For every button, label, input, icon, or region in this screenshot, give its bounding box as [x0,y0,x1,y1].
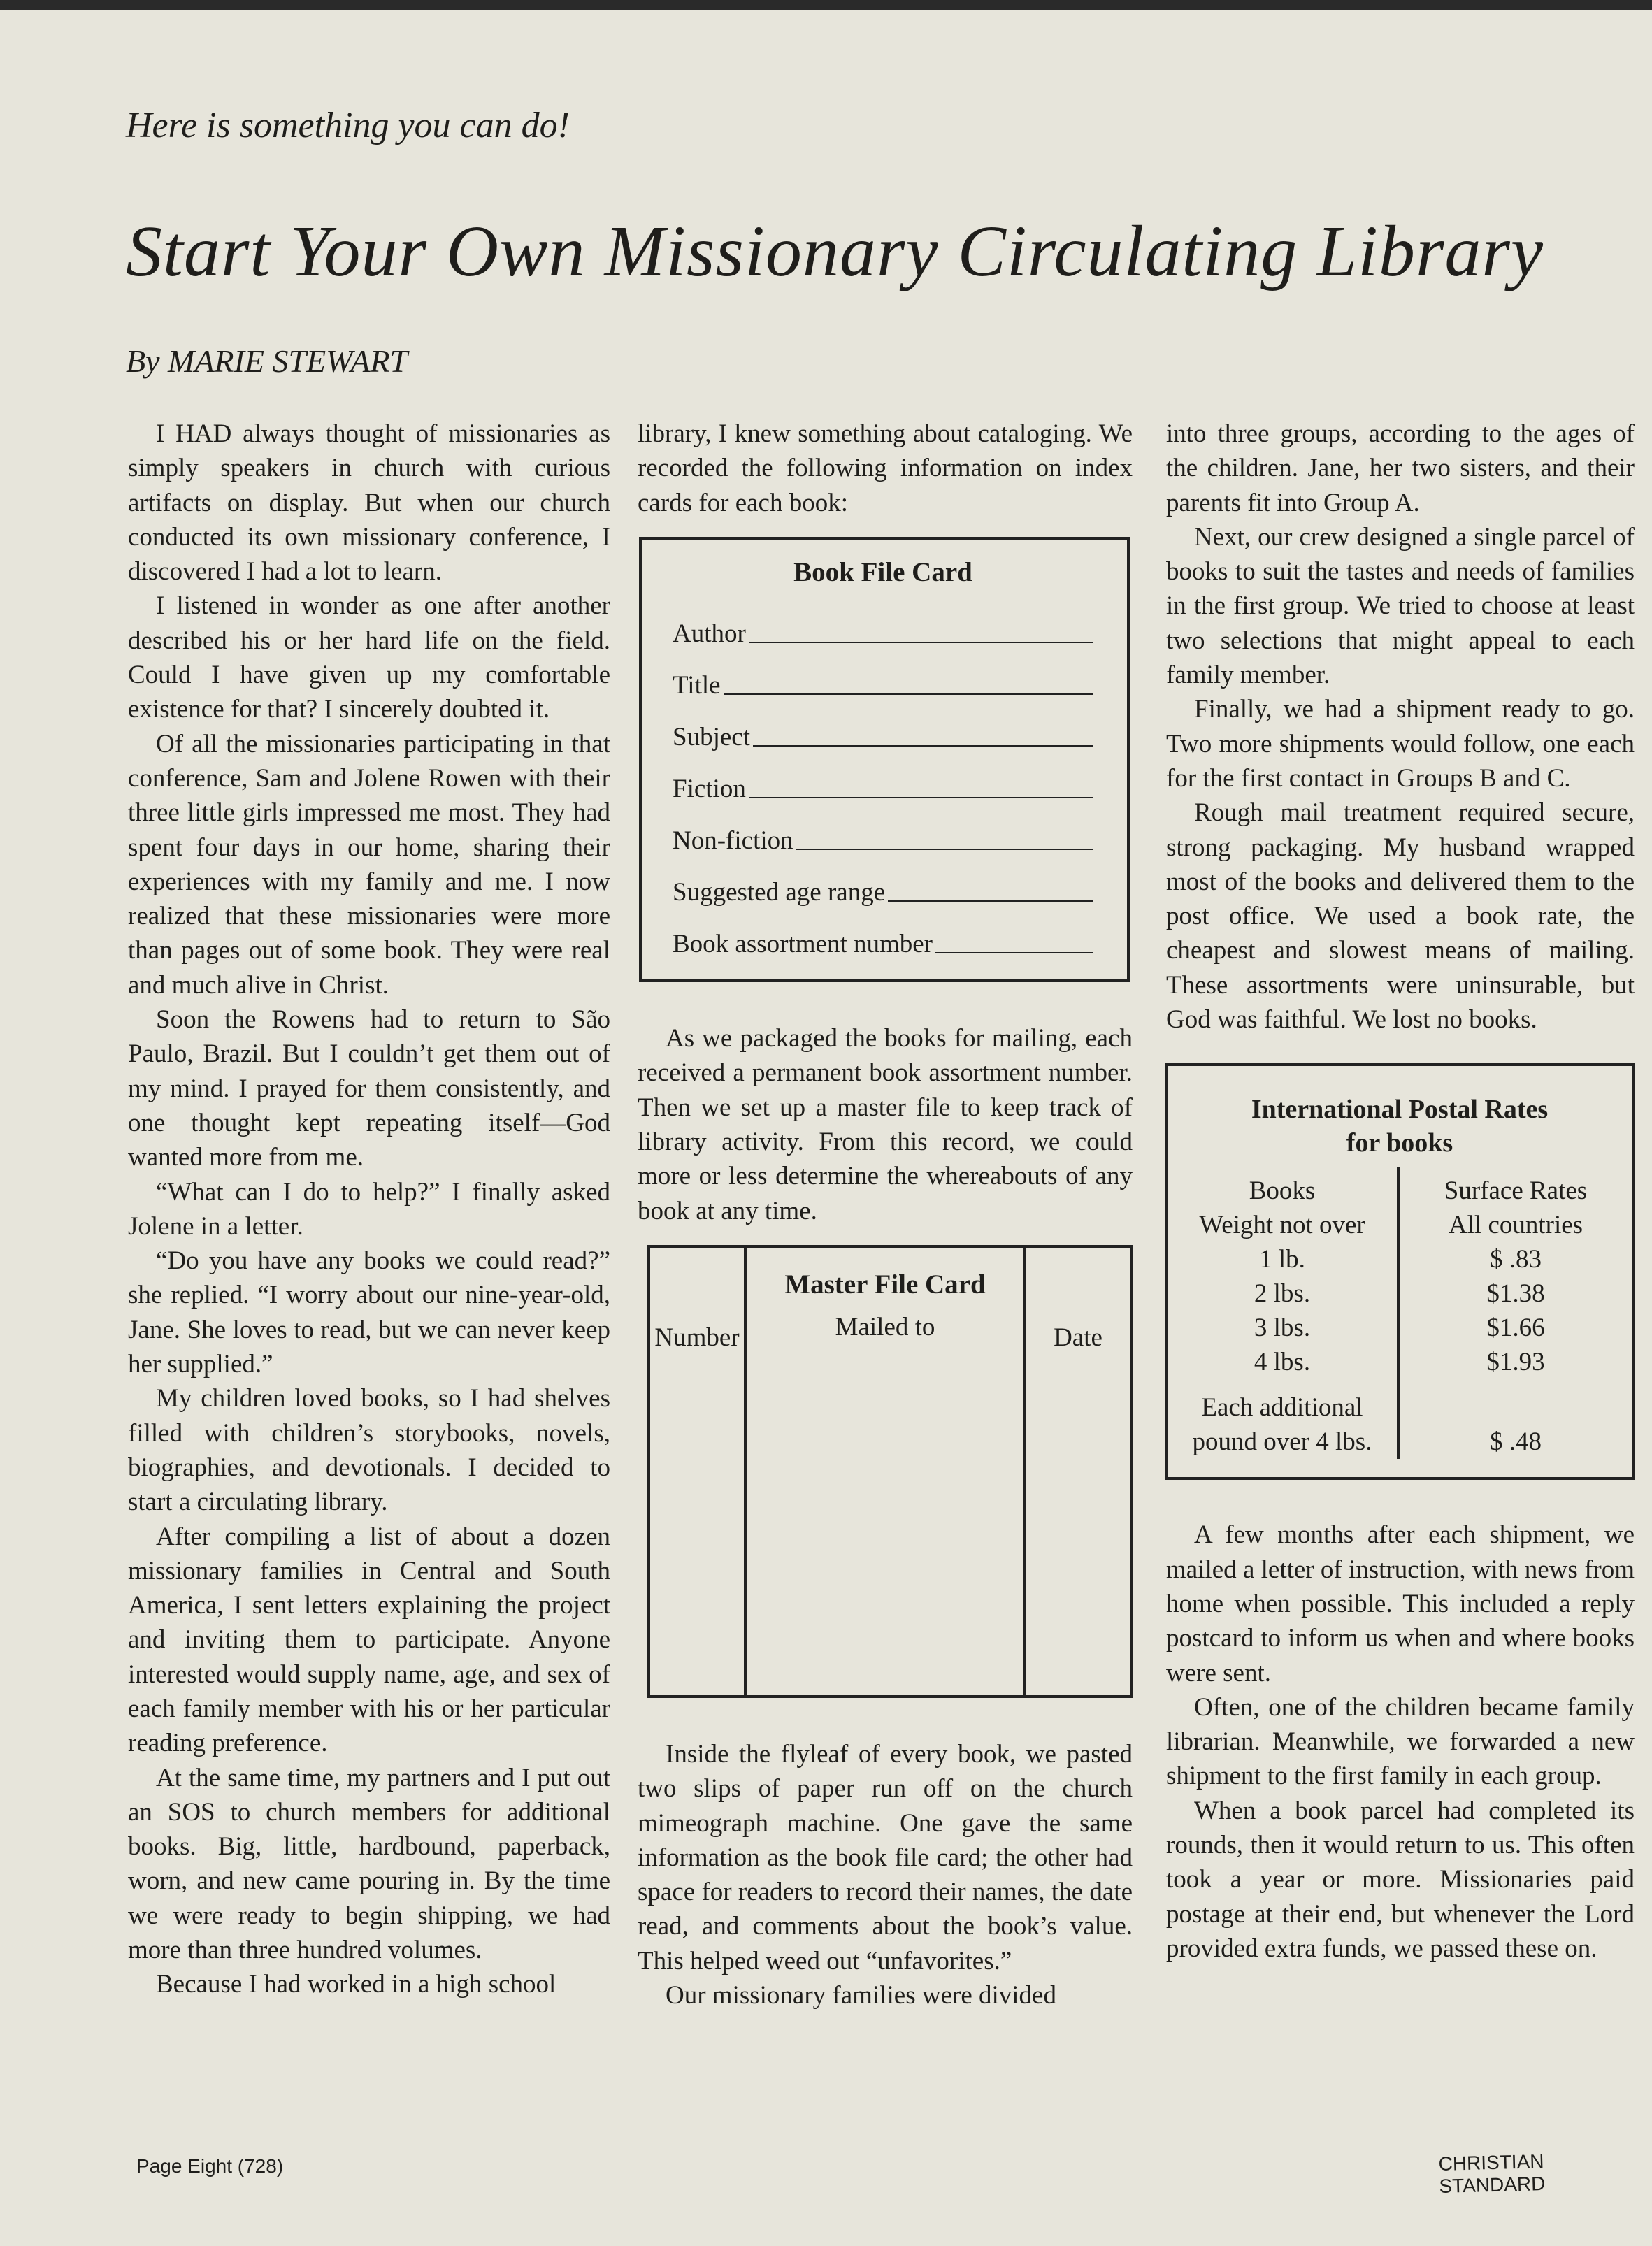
page-number: Page Eight (728) [136,2155,284,2177]
card-field-line [796,849,1093,850]
weight-header: Books [1249,1176,1316,1206]
paragraph: As we packaged the books for mailing, each received a permanent book assortment number. Then we set up a master file to keep track of library activity. From this record, we could more or less determine the whereabouts of any book at any time. [638,1024,1133,1225]
kicker-line: Here is something you can do! [126,106,570,145]
card-field-label: Fiction [673,774,746,803]
rate-cell: $1.93 [1486,1348,1545,1377]
card-field-label: Subject [673,722,750,751]
card-field-label: Title [673,670,721,700]
column-1 [128,417,610,2002]
card-field-label: Author [673,619,746,648]
master-card-date-header: Date [1054,1323,1102,1352]
paragraph: When a book parcel had completed its rounds, then it would return to us. This often took a year or more. Missionaries paid postage at their end, but whenever the Lord provided extra funds, we passed these on. [1166,1796,1635,1963]
master-card-number-column [650,1248,747,1695]
master-file-card [647,1245,1133,1698]
rate-header: Surface Rates [1444,1176,1588,1206]
card-field-line [749,642,1093,643]
card-field-line [888,900,1093,902]
additional-weight-label: pound over 4 lbs. [1192,1427,1372,1457]
card-field [673,806,1093,858]
rate-cell: $1.38 [1486,1279,1545,1309]
paragraph: At the same time, my partners and I put out an SOS to church members for additional books. Big, little, hardbound, paperback, worn, and new came pouring in. By the time we were ready to begin shipping, we had more than three hundred volumes. [128,1763,610,1965]
rate-cell: $ .83 [1490,1245,1542,1274]
master-card-date-column [1026,1248,1130,1695]
master-file-card-title: Master File Card [784,1269,986,1300]
postal-rates-title-line: International Postal Rates [1251,1095,1549,1125]
card-field-line [935,952,1093,953]
book-file-card [639,537,1130,982]
card-field [673,651,1093,703]
master-card-mailed-header: Mailed to [835,1313,935,1342]
paragraph: Because I had worked in a high school [156,1970,556,1999]
paragraph: “What can I do to help?” I finally asked Jolene in a letter. [128,1177,610,1241]
paragraph: My children loved books, so I had shelves filled with children’s storybooks, novels, biographies, and devotionals. I decided to start a circulating library. [128,1384,610,1517]
card-field-label: Non-fiction [673,826,793,855]
rate-header: All countries [1448,1211,1583,1240]
rate-column [1400,1167,1632,1459]
article-title: Start Your Own Missionary Circulating Library [126,211,1544,291]
additional-weight-label: Each additional [1201,1393,1363,1423]
card-field-label: Book assortment number [673,929,933,958]
paragraph: Often, one of the children became family librarian. Meanwhile, we forwarded a new shipment to the first family in each group. [1166,1692,1635,1791]
paragraph: Rough mail treatment required secure, strong packaging. My husband wrapped most of the books and delivered them to the post office. We used a book rate, the cheapest and slowest means of mailing. These assortments were uninsurable, but God was faithful. We lost no books. [1166,798,1635,1035]
weight-cell: 1 lb. [1259,1245,1305,1274]
card-field-line [724,693,1093,695]
master-card-mailed-column [747,1248,1026,1695]
card-field-line [753,745,1093,747]
book-file-card-title: Book File Card [793,556,972,587]
paragraph: I HAD always thought of missionaries as simply speakers in church with curious artifacts on display. But when our church conducted its own missionary conference, I discovered I had a lot to learn. [128,419,610,586]
card-field [673,909,1093,961]
master-card-number-header: Number [654,1323,740,1352]
postal-rates-title [1168,1093,1632,1160]
postal-rates-table [1168,1167,1632,1459]
weight-header: Weight not over [1199,1211,1365,1240]
byline: By MARIE STEWART [126,343,408,379]
paragraph: Our missionary families were divided [666,1981,1056,2010]
postal-rates-title-line: for books [1346,1128,1453,1158]
postal-rates-box [1165,1063,1635,1480]
paragraph: Of all the missionaries participating in that conference, Sam and Jolene Rowen with their three little girls impressed me most. They had spent four days in our home, sharing their experiences with my family and me. I now realized that these missionaries were more than pages out of some book. They were real and much alive in Christ. [128,729,610,1000]
card-field [673,599,1093,651]
weight-column [1168,1167,1400,1459]
paragraph: A few months after each shipment, we mailed a letter of instruction, with news from home when possible. This included a reply postcard to inform us when and where books were sent. [1166,1520,1635,1687]
paragraph: I listened in wonder as one after another described his or her hard life on the field. Could I have given up my comfortable existence for that? I sincerely doubted it. [128,591,610,724]
additional-rate-cell: $ .48 [1490,1427,1542,1457]
weight-cell: 2 lbs. [1254,1279,1311,1309]
paragraph: Inside the flyleaf of every book, we pasted two slips of paper run off on the church mimeograph machine. One gave the same information as the book file card; the other had space for readers to record their names, the date read, and comments about the book’s value. This helped weed out “unfavorites.” [638,1739,1133,1975]
paragraph: Next, our crew designed a single parcel of books to suit the tastes and needs of families in the first group. We tried to choose at least two selections that might appeal to each family member. [1166,522,1635,690]
paragraph: into three groups, according to the ages of the children. Jane, her two sisters, and their parents fit into Group A. [1166,419,1635,517]
rate-cell: $1.66 [1486,1313,1545,1343]
weight-cell: 3 lbs. [1254,1313,1311,1343]
paragraph: After compiling a list of about a dozen missionary families in Central and South America, I sent letters explaining the project and inviting them to participate. Anyone interested would supply name, age, and sex of each family member with his or her particular reading preference. [128,1522,610,1758]
card-field [673,754,1093,806]
paragraph: “Do you have any books we could read?” she replied. “I worry about our nine-year-old, Jane. She loves to read, but we can never keep her supplied.” [128,1246,610,1379]
weight-cell: 4 lbs. [1254,1348,1311,1377]
top-edge-band [0,0,1652,10]
paragraph: Soon the Rowens had to return to São Paulo, Brazil. But I couldn’t get them out of my mind. I prayed for them consistently, and one thought kept repeating itself—God wanted more from me. [128,1005,610,1172]
column-3 [1166,417,1635,1966]
card-field [673,858,1093,909]
column-2 [638,417,1133,2013]
paragraph: Finally, we had a shipment ready to go. Two more shipments would follow, one each for the first contact in Groups B and C. [1166,695,1635,793]
card-field-line [749,797,1093,798]
card-field-label: Suggested age range [673,877,886,907]
card-field [673,703,1093,754]
paragraph: library, I knew something about cataloging. We recorded the following information on index cards for each book: [638,419,1133,517]
publication-name: CHRISTIAN STANDARD [1438,2150,1546,2197]
